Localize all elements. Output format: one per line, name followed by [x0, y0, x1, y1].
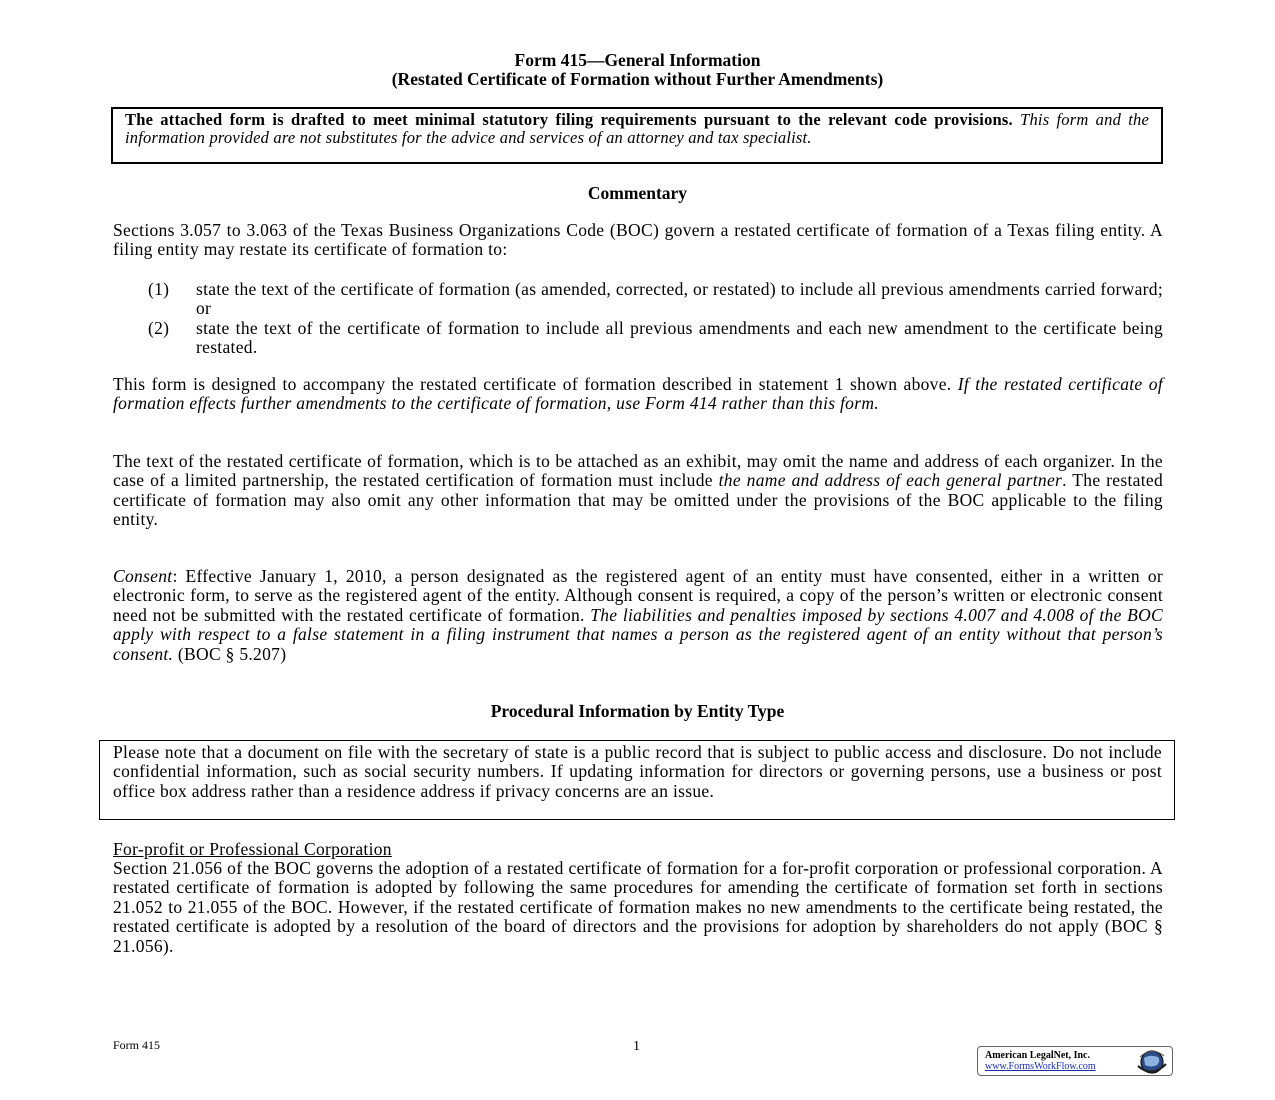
disclaimer-box: [111, 107, 1163, 164]
footer-form-label: Form 415: [113, 1038, 161, 1052]
form-subtitle: (Restated Certificate of Formation without Further Amendments): [391, 69, 884, 89]
consent-text-italic: The liabilities and penalties imposed by sections 4.007 and 4.008 of the BOC apply with respect to a false statement in a filing instrument that names a person as the registered agent of an entity without that person’s consent.: [113, 604, 1163, 664]
procedural-heading: Procedural Information by Entity Type: [490, 701, 785, 721]
list-item-number: (2): [148, 317, 170, 338]
commentary-heading: Commentary: [587, 183, 688, 203]
purpose-text: This form is designed to accompany the restated certificate of formation described in statement 1 shown above.: [113, 374, 958, 394]
privacy-notice-box: Please note that a document on file with the secretary of state is a public record that is subject to public access and disclosure. Do not include confidential information, such as social security numbers. If updating information for directors or governing persons, use a business or post office box address rather than a residence address if privacy concerns are an issue.: [99, 740, 1175, 820]
list-item-text: state the text of the certificate of formation to include all previous amendments and each new amendment to the certificate being restated.: [196, 317, 1163, 358]
restated-text-italic: the name and address of each general partner: [718, 470, 1063, 491]
restated-text-a: The text of the restated certificate of formation, which is to be attached as an exhibit, may omit the name and address of each organizer. In the case of a limited partnership, the restated certification of formation must include: [113, 451, 1163, 491]
corporation-subheading: For-profit or Professional Corporation: [113, 839, 392, 859]
list-item-text: state the text of the certificate of formation (as amended, corrected, or restated) to include all previous amendments carried forward; or: [196, 279, 1163, 319]
commentary-intro: Sections 3.057 to 3.063 of the Texas Business Organizations Code (BOC) govern a restated certificate of formation of a Texas filing entity. A filing entity may restate its certificate of formation to:: [113, 220, 1163, 260]
list-item-number: (1): [148, 279, 170, 299]
list-item: [148, 319, 1163, 358]
consent-paragraph: [113, 567, 1163, 664]
list-item: [148, 280, 1163, 319]
disclaimer-italic: This form and the information provided are not substitutes for the advice and services of an attorney and tax specialist.: [125, 110, 1149, 147]
purpose-italic-text: If the restated certificate of formation effects further amendments to the certificate of formation, use Form 414 rather than this form.: [113, 374, 1163, 414]
consent-text-a: : Effective January 1, 2010, a person designated as the registered agent of an entity must have consented, either in a written or electronic form, to serve as the registered agent of the entity. Although consent is required, a copy of the person’s written or electronic consent need not be submitted with the restated certificate of formation.: [113, 566, 1163, 625]
logo-company-name: American LegalNet, Inc.: [985, 1050, 1090, 1061]
consent-label: Consent: [113, 566, 173, 586]
globe-icon: [1132, 1048, 1170, 1076]
restate-options-list: [148, 280, 1163, 358]
form-purpose-paragraph: [113, 375, 1163, 414]
form-title: Form 415—General Information: [514, 50, 761, 70]
logo-website-link[interactable]: www.FormsWorkFlow.com: [985, 1061, 1096, 1072]
consent-text-b: (BOC § 5.207): [173, 643, 287, 664]
page-number: 1: [633, 1039, 640, 1054]
corporation-paragraph: Section 21.056 of the BOC governs the adoption of a restated certificate of formation for a for-profit corporation or professional corporation. A restated certificate of formation is adopted by following the same procedures for amending the certificate of formation set forth in sections 21.052 to 21.055 of the BOC. However, if the restated certificate of formation makes no new amendments to the certificate being restated, the restated certificate is adopted by a resolution of the board of directors and the provisions for adoption by shareholders do not apply (BOC § 21.056).: [113, 858, 1163, 956]
restated-text-paragraph: [113, 452, 1163, 530]
disclaimer-bold: The attached form is drafted to meet minimal statutory filing requirements pursuant to the relevant code provisions.: [125, 110, 1013, 129]
restated-text-b: . The restated certificate of formation may also omit any other information that may be omitted under the provisions of the BOC applicable to the filing entity.: [113, 470, 1163, 530]
publisher-logo[interactable]: [977, 1046, 1173, 1076]
